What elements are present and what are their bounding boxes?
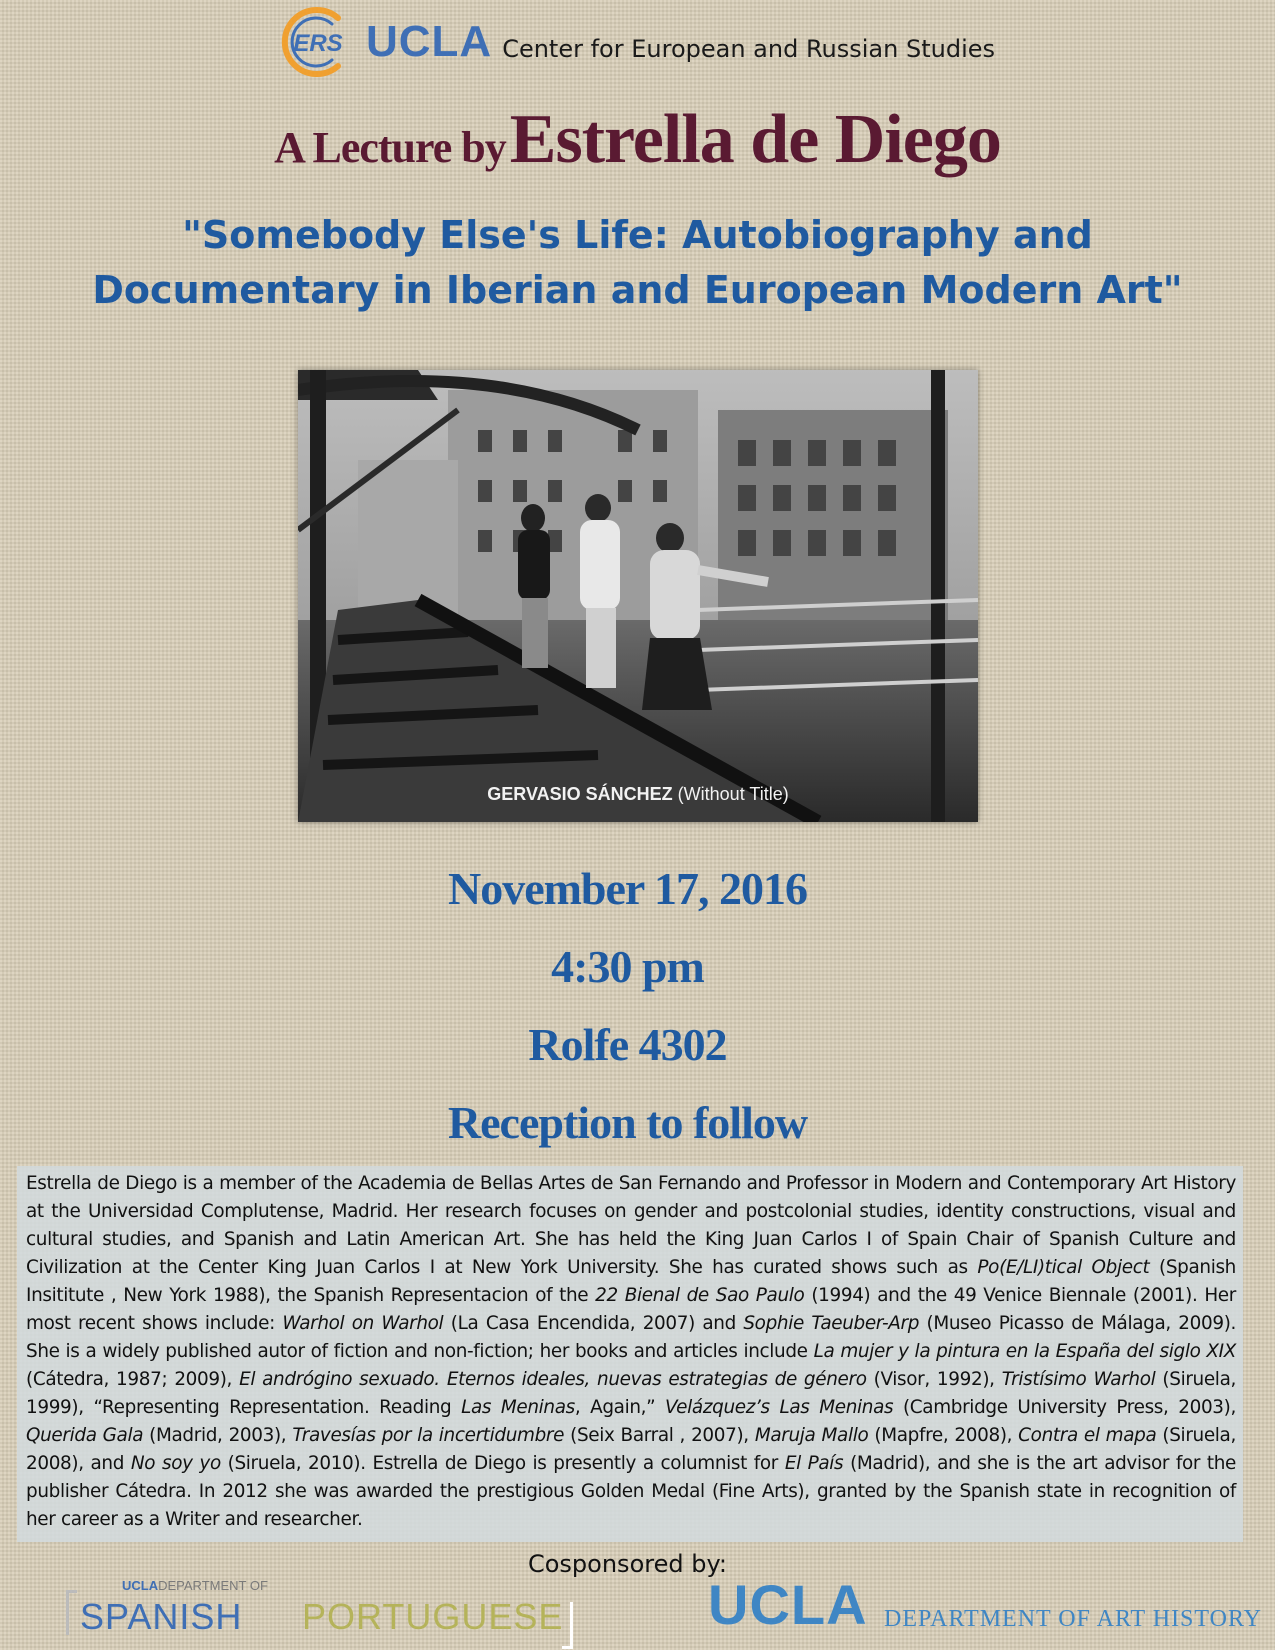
bio-title: 22 Bienal de Sao Paulo (595, 1285, 805, 1306)
photo-caption-title: (Without Title) (677, 784, 789, 804)
cosponsored-label: Cosponsored by: (527, 1550, 727, 1578)
bio-title: Po(E/LI)tical Object (977, 1257, 1150, 1278)
logo-bracket-left (66, 1590, 77, 1635)
bio-title: Contra el mapa (1018, 1425, 1157, 1446)
header (0, 6, 1275, 78)
bio-segment: (Siruela, 2008), and (26, 1425, 1236, 1474)
bio-segment: (Siruela, 2010). Estrella de Diego is presently a columnist for (220, 1453, 785, 1474)
bio-segment: (1994) and the 49 Venice Biennale (2001). Her most recent shows include: (26, 1285, 1236, 1334)
event-location: Rolfe 4302 (528, 1019, 727, 1070)
bio-title: Velázquez’s Las Meninas (665, 1397, 894, 1418)
speaker-bio (17, 1166, 1243, 1542)
bio-segment: (Spanish Insititute , New York 1988), the Spanish Representacion of the (26, 1257, 1236, 1306)
bio-segment: (Visor, 1992), (866, 1369, 1002, 1390)
logo-bracket-right (562, 1602, 573, 1649)
spanish-dept-ucla: UCLA (122, 1578, 159, 1593)
bio-segment: (Madrid, 2003), (143, 1425, 293, 1446)
bio-segment: (La Casa Encendida, 2007) and (443, 1313, 744, 1334)
bio-segment: (Madrid), and she is the art advisor for the publisher Cátedra. In 2012 she was awarded the prestigious Golden Medal (Fine Arts), granted by the Spanish state in recognition of her career as a Writer and researcher. (26, 1453, 1237, 1530)
speaker-name: Estrella de Diego (509, 101, 1001, 178)
bio-title: Maruja Mallo (754, 1425, 869, 1446)
bio-text (26, 1170, 1236, 1534)
bio-segment: Estrella de Diego is a member of the Academia de Bellas Artes de San Fernando and Professor in Modern and Contemporary Art History at the Universidad Complutense, Madrid. Her research focuses on gender and postcolonial studies, identity constructions, visual and cultural studies, and Spanish and Latin American Art. She has held the King Juan Carlos I of Spain Chair of Spanish Culture and Civilization at the Center King Juan Carlos I at New York University. She has curated shows such as (26, 1173, 1236, 1278)
bio-title: Sophie Taeuber-Arp (743, 1313, 920, 1334)
lecture-prefix: A Lecture by (274, 123, 506, 172)
bio-segment: (Mapfre, 2008), (868, 1425, 1019, 1446)
event-photo (298, 370, 978, 822)
bio-title: Warhol on Warhol (282, 1313, 444, 1334)
bio-segment: , Again,” (574, 1397, 666, 1418)
photo-caption-author: GERVASIO SÁNCHEZ (487, 784, 673, 804)
event-date: November 17, 2016 (447, 863, 808, 914)
art-history-dept-name: DEPARTMENT OF ART HISTORY (884, 1606, 1262, 1632)
ers-logo-text: ERS (293, 30, 343, 57)
portuguese-word: PORTUGUESE (302, 1596, 564, 1637)
bio-title: Las Meninas (461, 1397, 575, 1418)
spanish-dept-small-text (122, 1578, 268, 1593)
bio-title: Tristísimo Warhol (1001, 1369, 1156, 1390)
event-reception: Reception to follow (447, 1097, 808, 1148)
bio-segment: (Cambridge University Press, 2003), (893, 1397, 1236, 1418)
bridge-photo-image (298, 370, 978, 822)
bio-title: Querida Gala (26, 1425, 144, 1446)
spanish-portuguese-dept-logo (66, 1578, 566, 1646)
ers-logo-icon (280, 4, 356, 80)
bio-title: El País (784, 1453, 844, 1474)
photo-caption (487, 783, 788, 804)
bio-title: No soy yo (130, 1453, 221, 1474)
ucla-wordmark: UCLA (365, 17, 493, 66)
spanish-word: SPANISH (80, 1596, 243, 1637)
bio-segment: (Seix Barral , 2007), (564, 1425, 755, 1446)
event-time: 4:30 pm (551, 941, 704, 992)
bio-segment: (Cátedra, 1987; 2009), (26, 1369, 240, 1390)
lecture-title (0, 100, 1275, 180)
spanish-dept-department-of: DEPARTMENT OF (158, 1578, 268, 1593)
bio-segment: (Museo Picasso de Málaga, 2009). She is a widely published autor of fiction and non-fiction; her books and articles include (26, 1313, 1237, 1362)
bio-segment: (Siruela, 1999), “Representing Representation. Reading (26, 1369, 1236, 1418)
ers-logo (280, 4, 356, 80)
talk-title: "Somebody Else's Life: Autobiography and Documentary in Iberian and European Modern Art" (92, 213, 1183, 312)
bio-title: Travesías por la incertidumbre (292, 1425, 565, 1446)
bio-title: El andrógino sexuado. Eternos ideales, nuevas estrategias de género (239, 1369, 867, 1390)
bio-title: La mujer y la pintura en la España del siglo XIX (813, 1341, 1236, 1362)
art-history-ucla-wordmark: UCLA (708, 1573, 868, 1636)
center-name: Center for European and Russian Studies (502, 35, 996, 63)
